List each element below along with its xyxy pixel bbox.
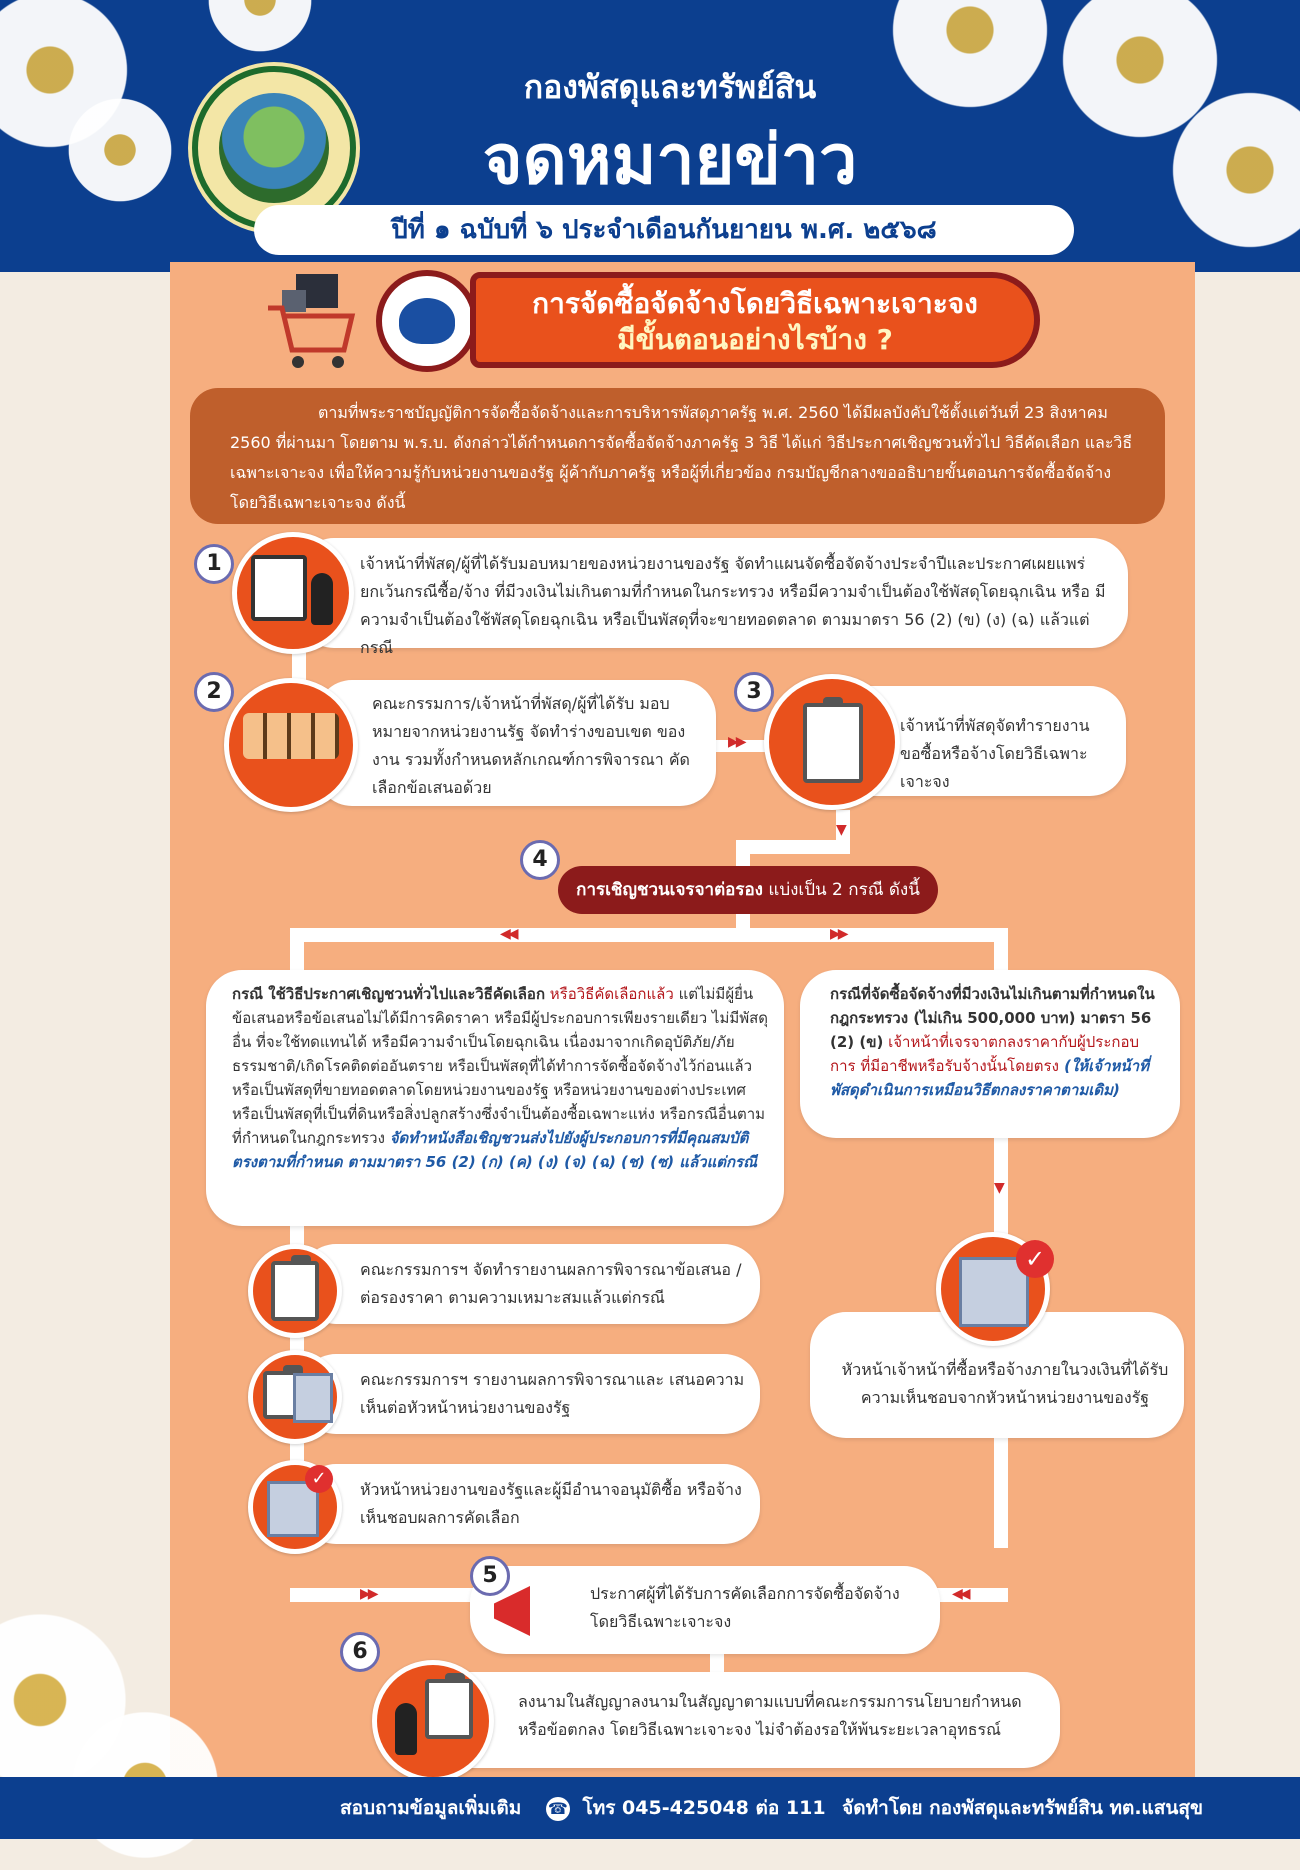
left-substep3-box — [300, 1464, 760, 1544]
footer-phone: โทร 045-425048 ต่อ 111 — [582, 1797, 826, 1819]
infographic-title-line2: มีขั้นตอนอย่างไรบ้าง ? — [617, 323, 893, 356]
step1-box — [298, 538, 1128, 657]
flower-decoration — [200, 0, 320, 60]
step3-text: เจ้าหน้าที่พัสดุจัดทำรายงาน ขอซื้อหรือจ้างโดยวิธีเฉพาะเจาะจง — [900, 716, 1090, 791]
arrow-right-icon: ▶▶ — [728, 734, 744, 750]
arrow-right-icon: ▶▶ — [830, 926, 846, 942]
report-clipboard-icon — [803, 703, 863, 783]
arrow-left-icon: ◀◀ — [952, 1586, 968, 1602]
left-substep3-image — [248, 1460, 342, 1554]
footer-bar — [0, 1777, 1300, 1839]
right-substep-text: หัวหน้าเจ้าหน้าที่ซื้อหรือจ้างภายในวงเงินที่ได้รับ ความเห็นชอบจากหัวหน้าหน่วยงานของรัฐ — [841, 1360, 1169, 1407]
footer-inquiry: สอบถามข้อมูลเพิ่มเติม — [340, 1797, 522, 1819]
government-agency-icon — [293, 1373, 333, 1423]
officer-icon — [395, 1703, 417, 1755]
step6-image — [372, 1660, 494, 1782]
step1-image — [232, 532, 354, 654]
whiteboard-icon — [251, 555, 307, 621]
flow-line — [736, 840, 850, 854]
step3-image — [764, 674, 900, 810]
report-icon — [271, 1261, 319, 1321]
arrow-down-icon: ▼ — [836, 822, 844, 838]
left-substep2-text: คณะกรรมการฯ รายงานผลการพิจารณาและ เสนอความเห็นต่อหัวหน้าหน่วยงานของรัฐ — [360, 1370, 745, 1417]
step6-text: ลงนามในสัญญาลงนามในสัญญาตามแบบที่คณะกรรมการนโยบายกำหนด หรือข้อตกลง โดยวิธีเฉพาะเจาะจง ไม่จำต้องรอให้พ้นระยะเวลาอุทธรณ์ — [518, 1692, 1022, 1739]
case-right-note: (ให้เจ้าหน้าที่พัสดุดำเนินการเหมือนวิธีตกลงราคาตามเดิม) — [830, 1057, 1149, 1099]
phone-icon: ☎ — [546, 1797, 570, 1821]
step4-pill — [558, 866, 938, 914]
step5-text: ประกาศผู้ที่ได้รับการคัดเลือกการจัดซื้อจัดจ้าง โดยวิธีเฉพาะเจาะจง — [590, 1584, 900, 1631]
infographic-title — [470, 272, 1040, 368]
step5-number: 5 — [470, 1556, 510, 1596]
case-right-negotiate: เจ้าหน้าที่เจรจาตกลงราคากับผู้ประกอบการ ที่มีอาชีพหรือรับจ้างนั้นโดยตรง — [830, 1033, 1140, 1075]
step2-box — [316, 680, 716, 806]
step6-box — [418, 1672, 1060, 1768]
header-banner — [0, 0, 1300, 272]
left-substep2-image — [248, 1350, 342, 1444]
shopping-cart-icon — [262, 268, 360, 374]
issue-info: ปีที่ ๑ ฉบับที่ ๖ ประจำเดือนกันยายน พ.ศ. ๒๕๖๘ — [254, 205, 1074, 255]
step4-pill-rest: แบ่งเป็น 2 กรณี ดังนี้ — [768, 880, 920, 900]
department-subtitle: กองพัสดุและทรัพย์สิน — [523, 68, 817, 106]
arrow-right-icon: ▶▶ — [360, 1586, 376, 1602]
step2-text: คณะกรรมการ/เจ้าหน้าที่พัสดุ/ผู้ที่ได้รับ มอบหมายจากหน่วยงานรัฐ จัดทำร่างขอบเขต ของงาน รวมทั้งกำหนดหลักเกณฑ์การพิจารณา คัดเลือกข้อเสนอด้วย — [372, 694, 690, 797]
case-left-heading: กรณี ใช้วิธีประกาศเชิญชวนทั่วไปและวิธีคัดเลือก — [232, 985, 546, 1003]
approved-check-icon: ✓ — [305, 1465, 333, 1493]
step4-pill-bold: การเชิญชวนเจรจาต่อรอง — [576, 880, 763, 900]
garuda-icon — [399, 298, 455, 344]
contract-document-icon — [425, 1679, 473, 1739]
step4-number: 4 — [520, 840, 560, 880]
case-left-conditions: แต่ไม่มีผู้ยื่นข้อเสนอหรือข้อเสนอไม่ได้มีการคิดราคา หรือมีผู้ประกอบการเพียงรายเดียว ไม่มีพัสดุอื่น ที่จะใช้ทดแทนได้ หรือมีความจำเป็นโดยฉุกเฉิน เนื่องมาจากเกิดอุบัติภัย/ภัยธรรมชาติ/เกิดโรคติดต่ออันตราย หรือเป็นพัสดุที่ได้ทำการจัดซื้อจัดจ้างไว้ก่อนแล้ว หรือเป็นพัสดุที่ขายทอดตลาดโดยหน่วยงานของรัฐ หรือหน่วยงานของต่างประเทศ หรือเป็นพัสดุที่เป็นที่ดินหรือสิ่งปลูกสร้างซึ่งจำเป็นต้องซื้อเฉพาะแห่ง หรือกรณีอื่นตามที่กำหนดในกฎกระทรวง — [232, 985, 769, 1147]
left-substep1-box — [300, 1244, 760, 1324]
approved-check-icon: ✓ — [1016, 1240, 1054, 1278]
report-icon — [263, 1371, 297, 1419]
step1-number: 1 — [194, 544, 234, 584]
step1-text: เจ้าหน้าที่พัสดุ/ผู้ที่ได้รับมอบหมายของหน่วยงานของรัฐ จัดทำแผนจัดซื้อจัดจ้างประจำปีและประกาศเผยแพร่ ยกเว้นกรณีซื้อ/จ้าง ที่มีวงเงินไม่เกินตามที่กำหนดในกระทรวง หรือมีความจำเป็นต้องใช้พัสดุโดยฉุกเฉิน หรือ มีความจำเป็นต้องใช้พัสดุโดยฉุกเฉิน หรือเป็นพัสดุที่จะขายทอดตลาด ตามมาตรา 56 (2) (ข) (ง) (ฉ) แล้วแต่กรณี — [360, 554, 1106, 657]
flow-line — [290, 928, 1008, 942]
comptroller-department-logo — [376, 270, 478, 372]
newsletter-title: จดหมายข่าว — [482, 121, 858, 200]
step3-number: 3 — [734, 672, 774, 712]
committee-people-icon — [243, 713, 339, 759]
step2-image — [224, 678, 358, 812]
case-right-heading: กรณีที่จัดซื้อจัดจ้างที่มีวงเงินไม่เกินตามที่กำหนดในกฎกระทรวง (ไม่เกิน 500,000 บาท) มาตรา 56 (2) (ข) — [830, 985, 1155, 1051]
footer-credit: จัดทำโดย กองพัสดุและทรัพย์สิน ทต.แสนสุข — [842, 1797, 1203, 1819]
infographic-title-line1: การจัดซื้อจัดจ้างโดยวิธีเฉพาะเจาะจง — [532, 287, 978, 320]
case-right-box — [800, 970, 1180, 1138]
presenter-icon — [311, 573, 333, 625]
left-substep1-text: คณะกรรมการฯ จัดทำรายงานผลการพิจารณาข้อเสนอ /ต่อรองราคา ตามความเหมาะสมแล้วแต่กรณี — [360, 1260, 742, 1307]
case-left-heading-red: หรือวิธีคัดเลือกแล้ว — [545, 985, 674, 1003]
left-substep3-text: หัวหน้าหน่วยงานของรัฐและผู้มีอำนาจอนุมัติซื้อ หรือจ้างเห็นชอบผลการคัดเลือก — [360, 1480, 742, 1527]
case-left-box — [206, 970, 784, 1226]
intro-paragraph: ตามที่พระราชบัญญัติการจัดซื้อจัดจ้างและการบริหารพัสดุภาครัฐ พ.ศ. 2560 ได้มีผลบังคับใช้ตั้งแต่วันที่ 23 สิงหาคม 2560 ที่ผ่านมา โดยตาม พ.ร.บ. ดังกล่าวได้กำหนดการจัดซื้อจัดจ้างภาครัฐ 3 วิธี ได้แก่ วิธีประกาศเชิญชวนทั่วไป วิธีคัดเลือก และวิธีเฉพาะเจาะจง เพื่อให้ความรู้กับหน่วยงานของรัฐ ผู้ค้ากับภาครัฐ หรือผู้ที่เกี่ยวข้อง กรมบัญชีกลางขออธิบายขั้นตอนการจัดซื้อจัดจ้างโดยวิธีเฉพาะเจาะจง ดังนี้ — [190, 388, 1165, 524]
arrow-left-icon: ◀◀ — [500, 926, 516, 942]
left-substep2-box — [300, 1354, 760, 1434]
case-left-action: จัดทำหนังสือเชิญชวนส่งไปยังผู้ประกอบการที่มีคุณสมบัติตรงตามที่กำหนด ตามมาตรา 56 (2) (ก) (ค) (ง) (จ) (ฉ) (ช) (ซ) แล้วแต่กรณี — [232, 1129, 758, 1171]
arrow-down-icon: ▼ — [994, 1180, 1002, 1196]
left-substep1-image — [248, 1244, 342, 1338]
step6-number: 6 — [340, 1632, 380, 1672]
step2-number: 2 — [194, 672, 234, 712]
step5-box — [470, 1566, 940, 1654]
